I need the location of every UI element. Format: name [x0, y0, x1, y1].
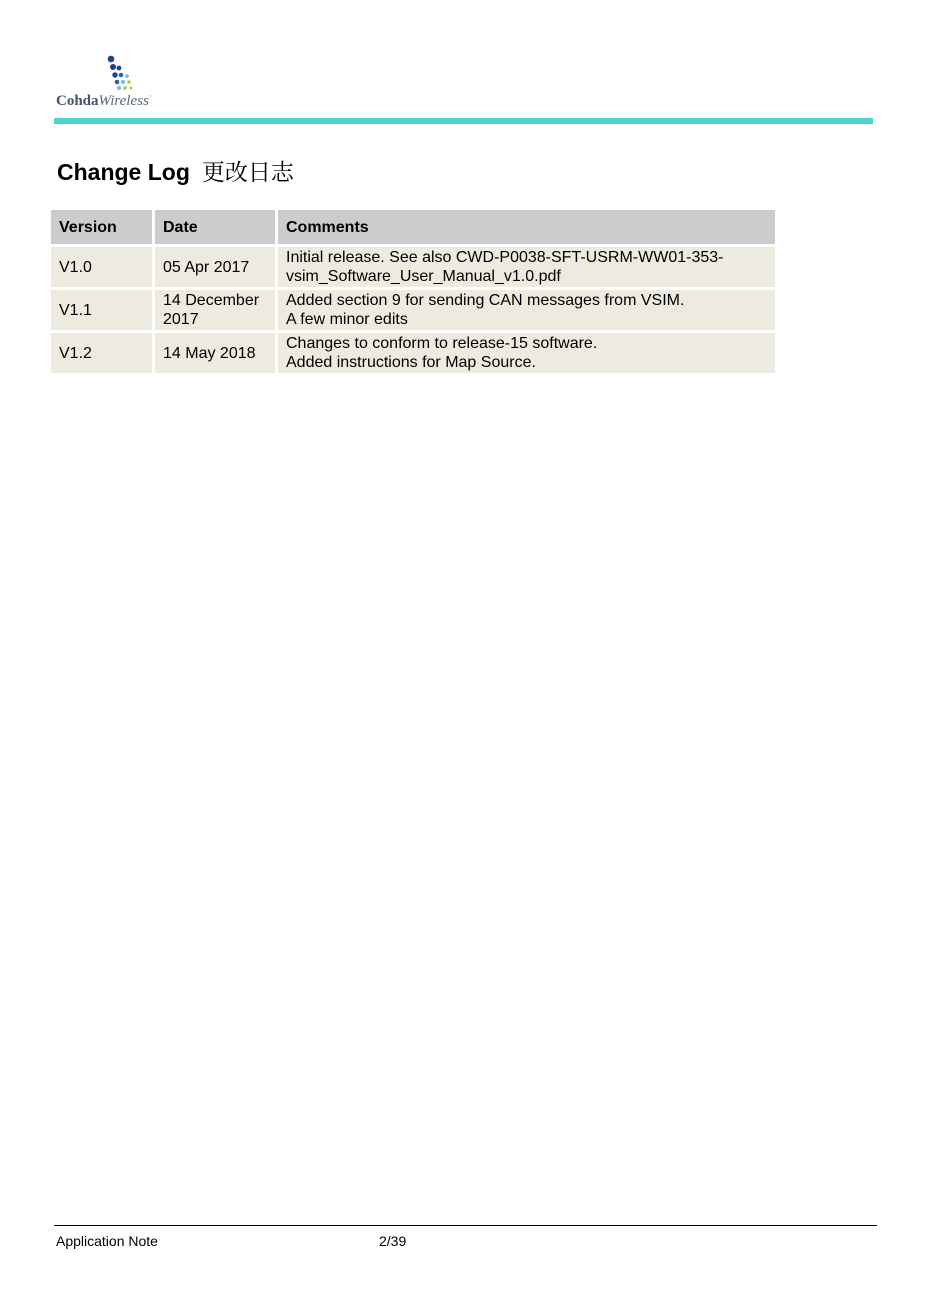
cell-comment-line: Changes to conform to release-15 software.: [286, 335, 598, 352]
column-header-date: Date: [155, 210, 275, 244]
cell-version: V1.0: [51, 247, 152, 287]
cell-comment-line: A few minor edits: [286, 311, 408, 328]
logo-dots-icon: [100, 55, 140, 95]
cell-date: [155, 290, 275, 330]
cell-comment-line: Initial release. See also CWD-P0038-SFT-USRM-WW01-353-: [286, 249, 724, 266]
table-row: [51, 290, 775, 330]
column-header-comments: Comments: [278, 210, 775, 244]
cell-date-line: 14 May 2018: [163, 344, 256, 362]
title-english: Change Log: [57, 159, 190, 185]
cell-date: [155, 247, 275, 287]
page-title: [57, 154, 294, 187]
title-chinese: 更改日志: [201, 160, 294, 186]
logo-wordmark: CohdaWireless·: [56, 92, 152, 109]
cell-comments: [278, 333, 775, 373]
table-row: [51, 333, 775, 373]
cell-version: V1.1: [51, 290, 152, 330]
change-log-table: [48, 207, 778, 376]
cell-comments: [278, 290, 775, 330]
cell-comment-line: vsim_Software_User_Manual_v1.0.pdf: [286, 268, 561, 285]
table-row: [51, 247, 775, 287]
cell-date-line: 05 Apr 2017: [163, 258, 250, 276]
footer-page-number: 2/39: [379, 1233, 407, 1249]
footer-doc-type: Application Note: [56, 1233, 158, 1249]
header-accent-rule: [54, 118, 873, 124]
cell-comment-line: Added section 9 for sending CAN messages from VSIM.: [286, 292, 685, 309]
cohda-wireless-logo: [56, 55, 196, 115]
footer-rule: [54, 1225, 877, 1226]
cell-comment-line: Added instructions for Map Source.: [286, 354, 536, 371]
cell-comments: [278, 247, 775, 287]
cell-version: V1.2: [51, 333, 152, 373]
cell-date-line: 2017: [163, 311, 199, 328]
table-header-row: [51, 210, 775, 244]
cell-date-line: 14 December: [163, 292, 260, 309]
column-header-version: Version: [51, 210, 152, 244]
cell-date: [155, 333, 275, 373]
